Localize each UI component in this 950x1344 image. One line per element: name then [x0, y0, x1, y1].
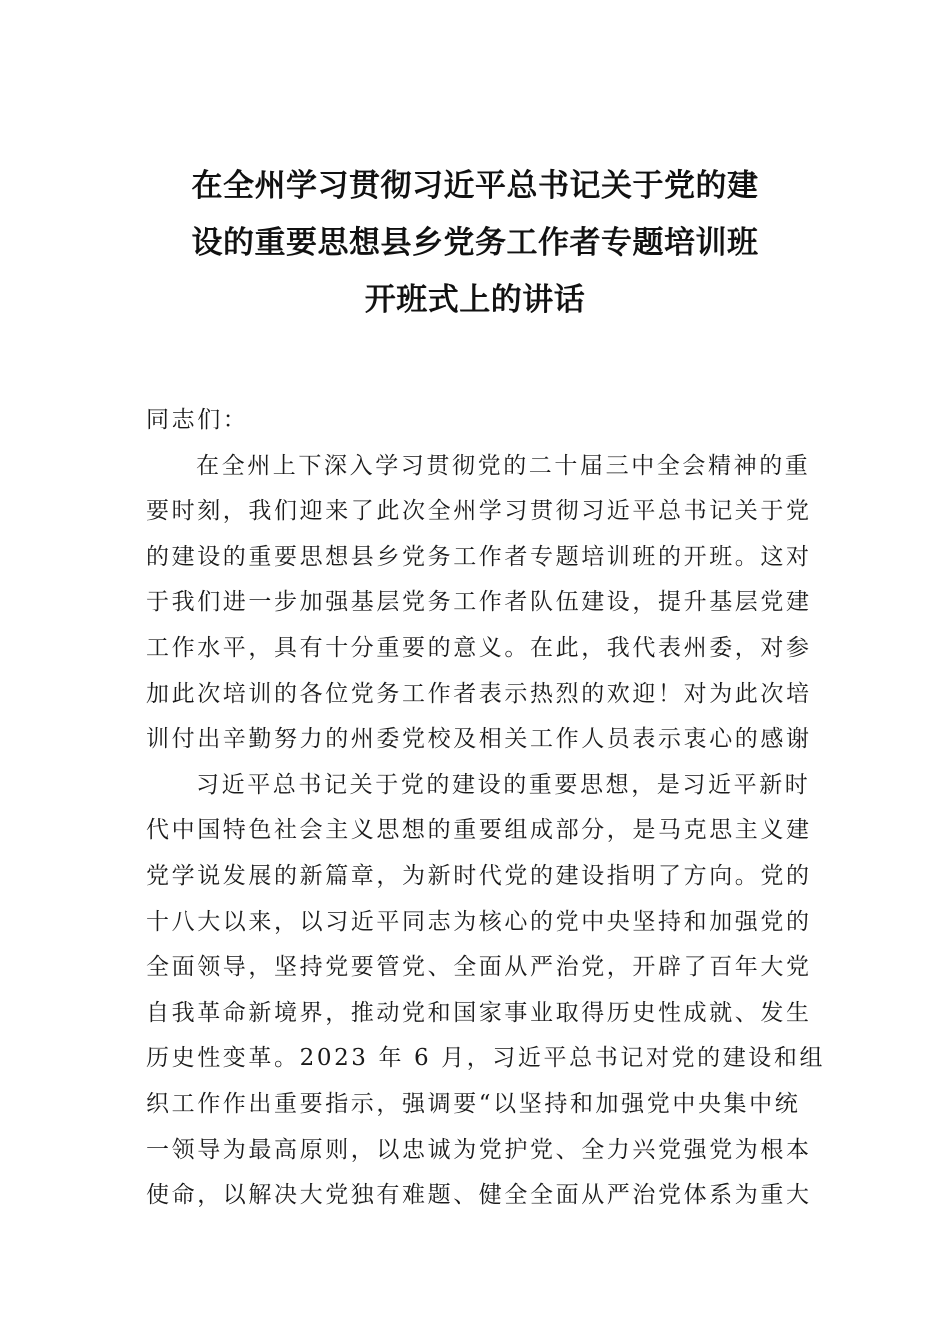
text-line: 党学说发展的新篇章，为新时代党的建设指明了方向。党的 [146, 862, 812, 889]
text-line: 使命，以解决大党独有难题、健全全面从严治党体系为重大 [146, 1182, 812, 1209]
paragraph-1 [146, 444, 810, 763]
document-body [146, 398, 826, 1219]
text-line: 加此次培训的各位党务工作者表示热烈的欢迎！对为此次培 [146, 680, 812, 707]
paragraph-2 [146, 763, 826, 1219]
text-line: 在全州上下深入学习贯彻党的二十届三中全会精神的重 [196, 452, 811, 479]
text-line: 于我们进一步加强基层党务工作者队伍建设，提升基层党建 [146, 589, 812, 616]
text-line: 代中国特色社会主义思想的重要组成部分，是马克思主义建 [146, 817, 812, 844]
text-line: 要时刻，我们迎来了此次全州学习贯彻习近平总书记关于党 [146, 498, 812, 525]
text-line: 习近平总书记关于党的建设的重要思想，是习近平新时 [196, 771, 811, 798]
text-line: 自我革命新境界，推动党和国家事业取得历史性成就、发生 [146, 999, 812, 1026]
text-line: 织工作作出重要指示，强调要“以坚持和加强党中央集中统 [146, 1090, 801, 1117]
text-line: 一领导为最高原则，以忠诚为党护党、全力兴党强党为根本 [146, 1136, 812, 1163]
text-line: 工作水平，具有十分重要的意义。在此，我代表州委，对参 [146, 634, 812, 661]
title-line: 设的重要思想县乡党务工作者专题培训班 [191, 225, 759, 261]
title-line: 在全州学习贯彻习近平总书记关于党的建 [191, 168, 759, 204]
text-line: 历史性变革。2023 年 6 月，习近平总书记对党的建设和组 [146, 1045, 826, 1072]
text-line: 训付出辛勤努力的州委党校及相关工作人员表示衷心的感谢 [146, 726, 812, 753]
salutation: 同志们： [146, 407, 249, 433]
text-line: 全面领导，坚持党要管党、全面从严治党，开辟了百年大党 [146, 954, 812, 981]
title-line: 开班式上的讲话 [364, 282, 586, 318]
text-line: 的建设的重要思想县乡党务工作者专题培训班的开班。这对 [146, 543, 812, 570]
document-title [130, 158, 820, 329]
text-line: 十八大以来，以习近平同志为核心的党中央坚持和加强党的 [146, 908, 812, 935]
